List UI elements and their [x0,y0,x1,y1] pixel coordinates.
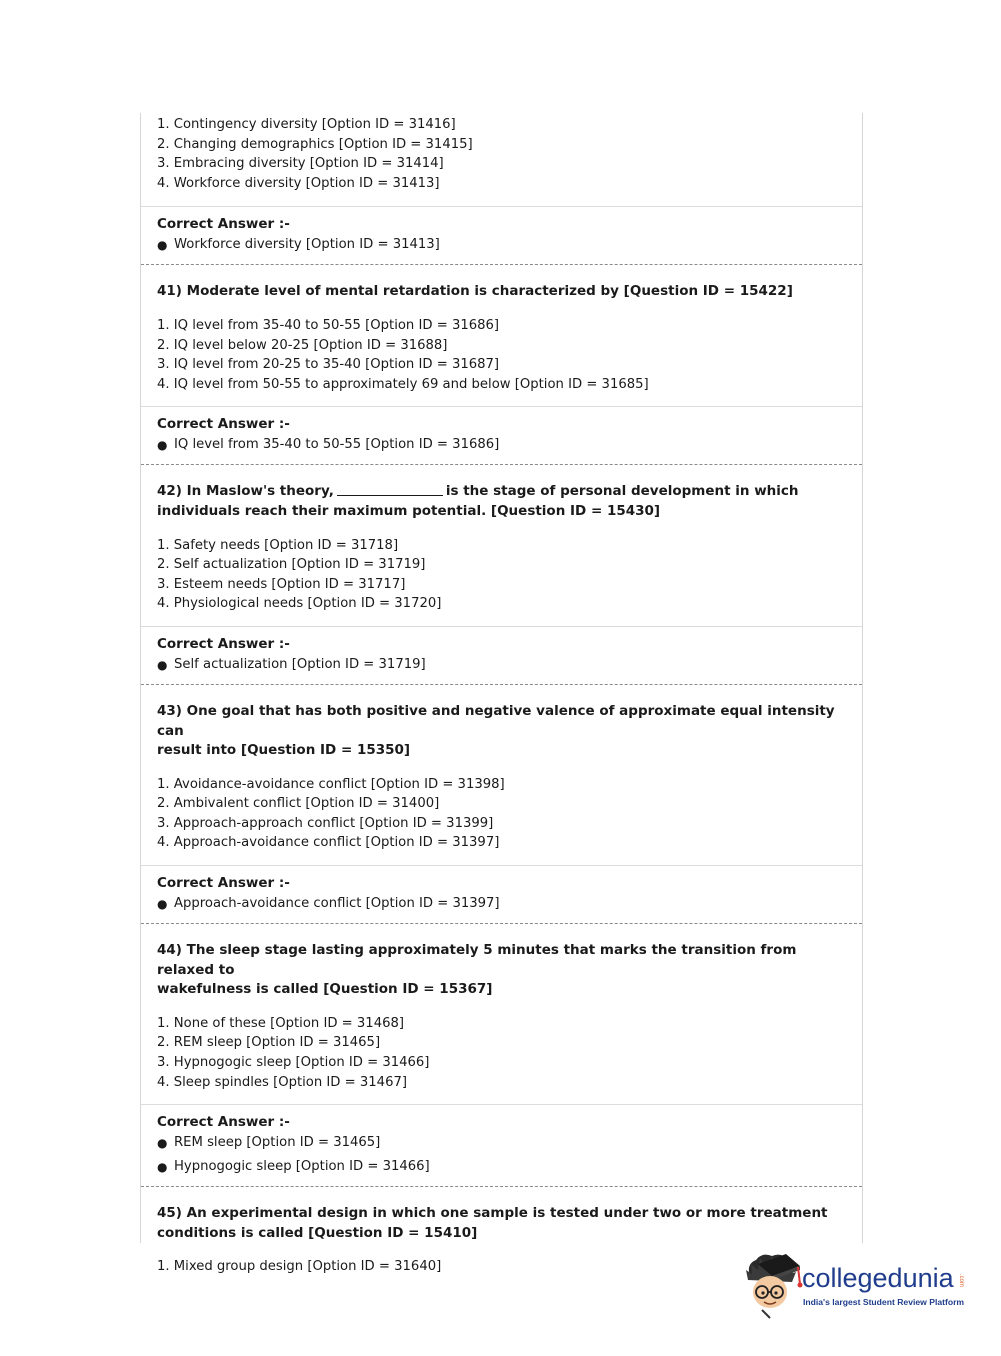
option-item: 1. None of these [Option ID = 31468] [157,1015,405,1031]
answer-text: IQ level from 35-40 to 50-55 [Option ID = 31686] [174,437,500,453]
question-text-line: 43) One goal that has both positive and negative valence of approximate equal intensity can [157,702,835,739]
option-item: 3. IQ level from 20-25 to 35-40 [Option ID = 31687] [157,357,500,373]
question-text-line: result into [Question ID = 15350] [157,742,411,759]
q44 [141,924,862,1092]
correct-answer-heading: Correct Answer :- [157,1114,290,1131]
answer-text: Hypnogogic sleep [Option ID = 31466] [174,1159,430,1175]
option-item: 4. Sleep spindles [Option ID = 31467] [157,1074,407,1090]
bullet-icon: ● [157,238,168,253]
bullet-icon: ● [157,1136,168,1151]
correct-answer-heading: Correct Answer :- [157,216,290,233]
option-item: 4. Workforce diversity [Option ID = 31413] [157,175,440,191]
option-item: 2. IQ level below 20-25 [Option ID = 31688] [157,337,448,353]
option-item: 2. Ambivalent conflict [Option ID = 31400] [157,796,440,812]
answer-text: Workforce diversity [Option ID = 31413] [174,237,440,253]
answer-text: REM sleep [Option ID = 31465] [174,1135,381,1151]
fill-in-blank [337,482,443,496]
bullet-icon: ● [157,438,168,453]
q42-answer [141,627,862,677]
correct-answer-heading: Correct Answer :- [157,416,290,433]
option-item: 1. IQ level from 35-40 to 50-55 [Option ID = 31686] [157,317,500,333]
question-text-line: 45) An experimental design in which one sample is tested under two or more treatment [157,1205,828,1222]
option-item: 3. Embracing diversity [Option ID = 31414] [157,156,444,172]
correct-answer-heading: Correct Answer :- [157,635,290,652]
option-item: 2. Changing demographics [Option ID = 31415] [157,136,473,152]
q43-answer [141,866,862,916]
answer-item [157,1131,846,1155]
bullet-icon: ● [157,657,168,672]
answer-text: Self actualization [Option ID = 31719] [174,656,426,672]
answer-item [157,433,846,457]
option-item: 1. Avoidance-avoidance conflict [Option ID = 31398] [157,776,505,792]
logo-wordmark: collegedunia [802,1263,954,1293]
q42 [141,465,862,614]
correct-answer-heading: Correct Answer :- [157,875,290,892]
bullet-icon: ● [157,897,168,912]
q43 [141,685,862,853]
question-text-line: 44) The sleep stage lasting approximately 5 minutes that marks the transition from relaxed to [157,942,797,978]
question-text-line: conditions is called [Question ID = 15410] [157,1224,478,1241]
q41-answer [141,407,862,457]
q41-options [157,316,846,394]
question-sheet [140,113,863,1275]
question-text-part: is the stage of personal development in which [445,483,799,500]
q41 [141,265,862,394]
answer-item [157,892,846,916]
option-item: 1. Contingency diversity [Option ID = 31416] [157,117,456,132]
option-item: 4. IQ level from 50-55 to approximately 69 and below [Option ID = 31685] [157,376,649,392]
question-text-part: 42) In Maslow's theory, [157,483,334,500]
question-text: 41) Moderate level of mental retardation is characterized by [Question ID = 15422] [157,283,793,300]
q40-options [141,113,862,193]
q44-answer [141,1105,862,1179]
q44-options [157,1014,846,1092]
option-item: 2. REM sleep [Option ID = 31465] [157,1035,381,1051]
collegedunia-logo [742,1250,972,1320]
bullet-icon: ● [157,1160,168,1175]
question-text [157,482,846,502]
answer-item [157,653,846,677]
q43-options [157,775,846,853]
logo-tagline: India's largest Student Review Platform [803,1297,965,1307]
q42-options [157,536,846,614]
question-text-line: wakefulness is called [Question ID = 15367] [157,981,493,998]
option-item: 3. Esteem needs [Option ID = 31717] [157,576,406,592]
q40-answer [141,207,862,257]
question-text-line: individuals reach their maximum potential. [Question ID = 15430] [157,502,661,519]
option-item: 4. Physiological needs [Option ID = 31720] [157,596,442,612]
option-item: 4. Approach-avoidance conflict [Option ID = 31397] [157,835,500,851]
answer-text: Approach-avoidance conflict [Option ID = 31397] [174,896,500,912]
answer-item [157,1155,846,1179]
logo-suffix: .com [958,1274,964,1288]
option-item: 3. Hypnogogic sleep [Option ID = 31466] [157,1055,430,1071]
option-item: 2. Self actualization [Option ID = 31719] [157,557,426,573]
mascot-icon [742,1250,804,1320]
answer-item [157,233,846,257]
option-item: 1. Safety needs [Option ID = 31718] [157,537,399,553]
option-item: 3. Approach-approach conflict [Option ID = 31399] [157,815,494,831]
option-item: 1. Mixed group design [Option ID = 31640] [157,1259,442,1275]
